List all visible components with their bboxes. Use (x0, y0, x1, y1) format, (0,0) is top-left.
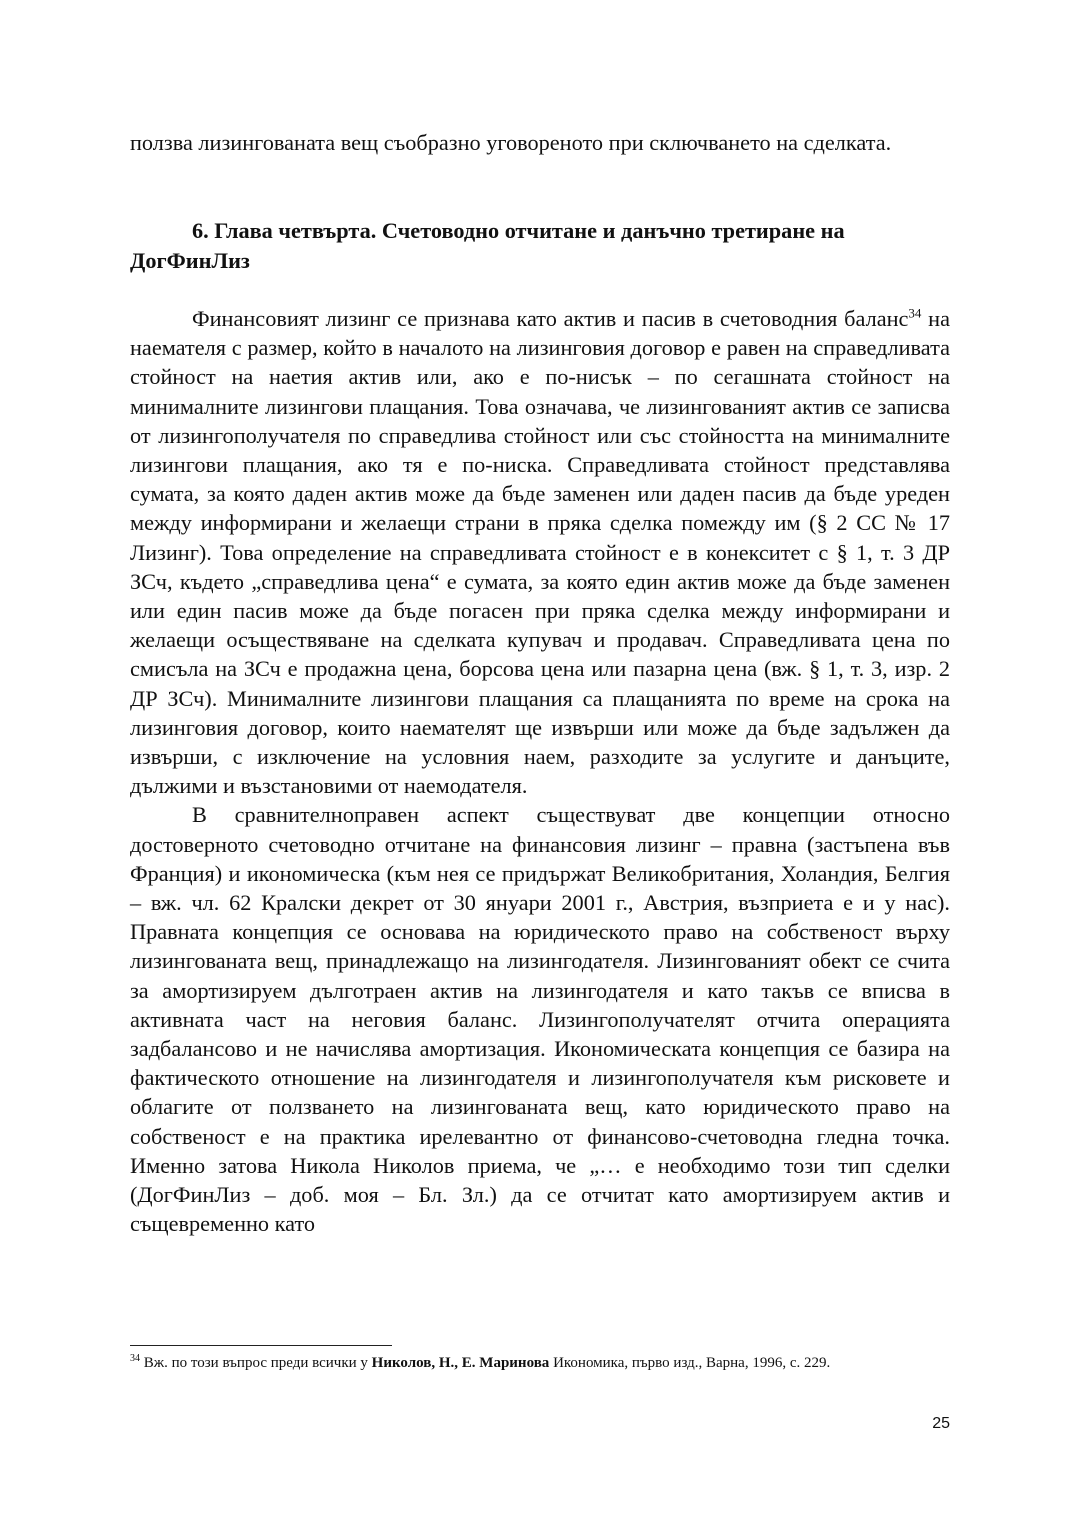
paragraph-1 (130, 304, 950, 800)
section-heading (130, 216, 950, 276)
footnote-authors: Николов, Н., Е. Маринова (371, 1355, 550, 1371)
paragraph-2: В сравнителноправен аспект съществуват две концепции относно достоверното счетоводно отчитане на финансовия лизинг – правна (застъпена във Франция) и икономическа (към нея се придържат Великобритания, Холандия, Белгия – вж. чл. 62 Кралски декрет от 30 януари 2001 г., Австрия, възприета е и у нас). Правната концепция се основава на юридическото право на собственост върху лизингованата вещ, принадлежащо на лизингодателя. Лизингованият обект се счита за амортизируем дълготраен актив на лизингодателя и като такъв се вписва в активната част на неговия баланс. Лизингополучателят отчита операцията задбалансово и не начислява амортизация. Икономическата концепция се базира на фактическото отношение на лизингодателя и лизингополучателя към рисковете и облагите от ползването на лизингованата вещ, като юридическото право на собственост е на практика ирелевантно от финансово-счетоводна гледна точка. Именно затова Никола Николов приема, че „… е необходимо този тип сделки (ДогФинЛиз – доб. моя – Бл. Зл.) да се отчитат като амортизируем актив и същевременно като (130, 802, 950, 1237)
paragraph-1-start: Финансовият лизинг се признава като актив и пасив в счетоводния баланс (192, 306, 909, 331)
paragraph-1-rest: на наемателя с размер, който в началото на лизинговия договор е равен на справедливата стойност на наетия актив или, ако е по-нисък – по сегашната стойност на минималните лизингови плащания. Това означава, че лизингованият актив се записва от лизингополучателя по справедлива стойност или със стойността на минималните лизингови плащания, ако тя е по-ниска. Справедливата стойност представлява сумата, за която даден актив може да бъде заменен или даден пасив да бъде уреден между информирани и желаещи страни в пряка сделка помежду им (§ 2 СС № 17 Лизинг). Това определение на справедливата стойност е в конекситет с § 1, т. 3 ДР ЗСч, където „справедлива цена“ е сумата, за която един актив може да бъде заменен или един пасив може да бъде погасен при пряка сделка между информирани и желаещи осъществяване на сделката купувач и продавач. Справедливата цена по смисъла на ЗСч е продажна цена, борсова цена или пазарна цена (вж. § 1, т. 3, изр. 2 ДР ЗСч). Минималните лизингови плащания са плащанията по време на срока на лизинговия договор, които наемателят ще извърши или може да бъде задължен да извърши, с изключение на условния наем, разходите за услугите и данъците, дължими и възстановими от наемодателя. (130, 306, 950, 799)
footnote (130, 1353, 950, 1374)
intro-paragraph (130, 128, 950, 157)
section-heading-line2: ДогФинЛиз (130, 248, 250, 273)
footnote-text-end: Икономика, първо изд., Варна, 1996, с. 229. (549, 1355, 831, 1371)
intro-text: ползва лизингованата вещ съобразно уговореното при сключването на сделката. (130, 130, 892, 155)
footnote-text-start: Вж. по този въпрос преди всички у (140, 1355, 372, 1371)
footnote-divider (130, 1345, 392, 1346)
main-text (130, 304, 950, 1239)
footnote-reference[interactable]: 34 (908, 305, 922, 321)
page-number: 25 (932, 1415, 950, 1432)
section-heading-line1: 6. Глава четвърта. Счетоводно отчитане и данъчно третиране на (192, 218, 845, 243)
footnote-number: 34 (130, 1353, 140, 1364)
